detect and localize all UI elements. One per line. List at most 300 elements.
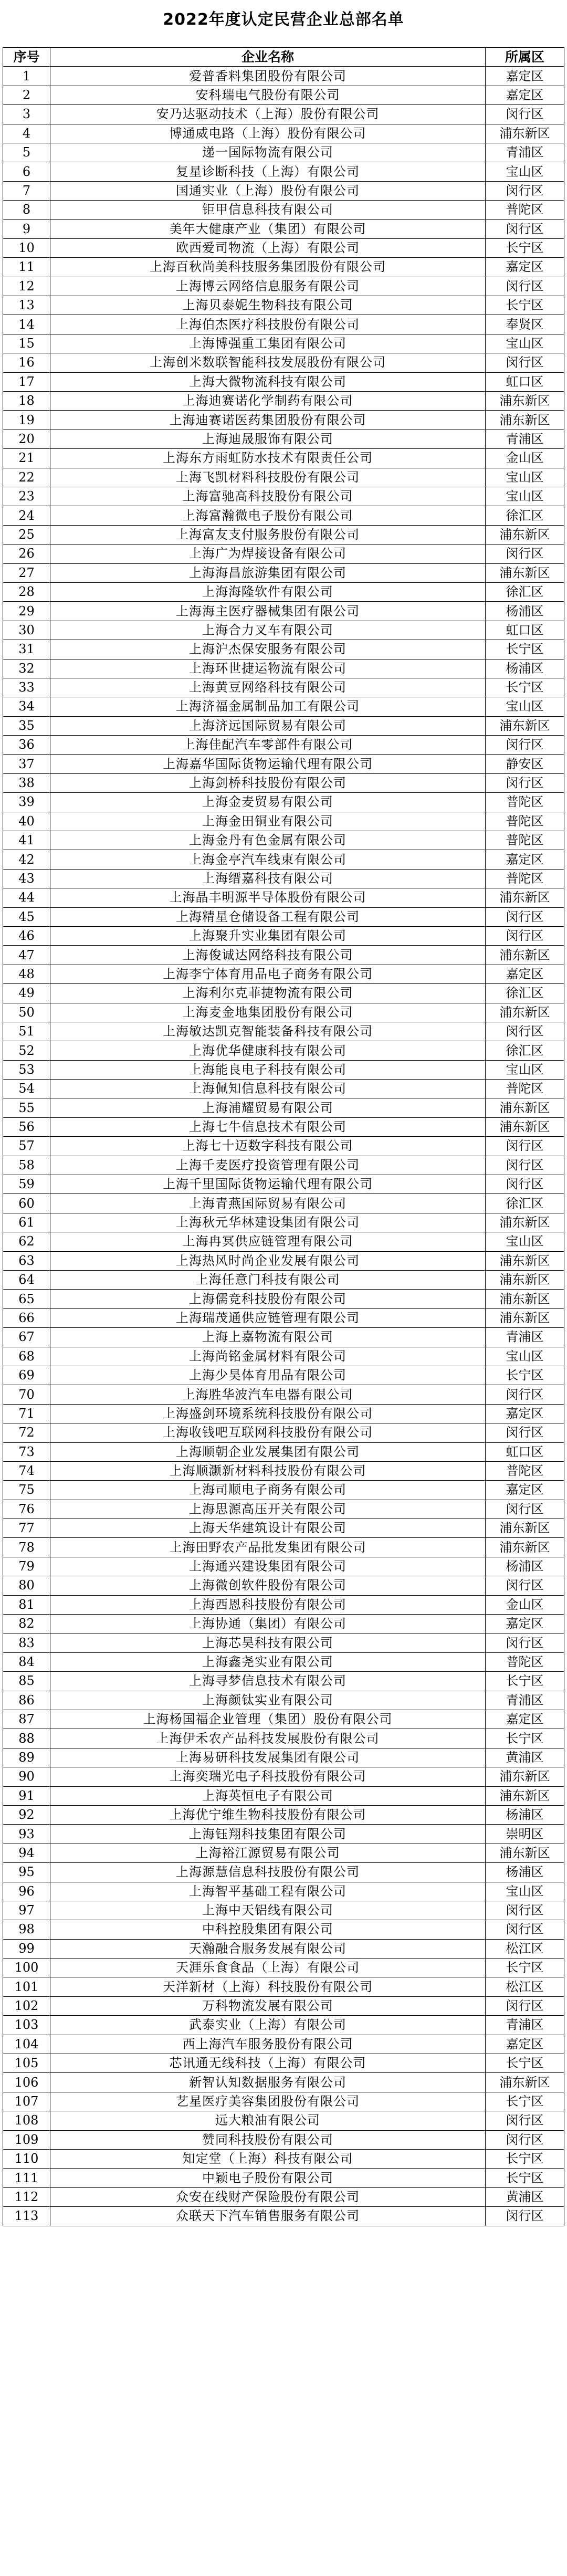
company-name-cell: 新智认知数据服务有限公司 bbox=[50, 2073, 486, 2092]
company-name-cell: 上海沪杰保安服务有限公司 bbox=[50, 640, 486, 659]
district-cell: 浦东新区 bbox=[486, 1767, 564, 1786]
company-name-cell: 上海嘉华国际货物运输代理有限公司 bbox=[50, 755, 486, 773]
company-name-cell: 上海千里国际货物运输代理有限公司 bbox=[50, 1175, 486, 1194]
serial-cell: 68 bbox=[3, 1347, 50, 1366]
serial-cell: 50 bbox=[3, 1003, 50, 1022]
table-row bbox=[3, 1156, 564, 1175]
company-name-cell: 爱普香料集团股份有限公司 bbox=[50, 67, 486, 86]
table-row bbox=[3, 2016, 564, 2035]
district-cell: 嘉定区 bbox=[486, 86, 564, 104]
serial-cell: 48 bbox=[3, 965, 50, 983]
table-row bbox=[3, 640, 564, 659]
serial-cell: 23 bbox=[3, 487, 50, 506]
serial-cell: 3 bbox=[3, 105, 50, 124]
table-row bbox=[3, 1461, 564, 1480]
serial-cell: 86 bbox=[3, 1691, 50, 1710]
company-name-cell: 上海西恩科技股份有限公司 bbox=[50, 1595, 486, 1614]
district-cell: 闵行区 bbox=[486, 1920, 564, 1939]
district-cell: 青浦区 bbox=[486, 2016, 564, 2035]
table-row bbox=[3, 181, 564, 200]
serial-cell: 73 bbox=[3, 1442, 50, 1461]
company-name-cell: 上海思源高压开关有限公司 bbox=[50, 1500, 486, 1519]
table-header-row bbox=[3, 48, 564, 67]
table-row bbox=[3, 831, 564, 850]
table-row bbox=[3, 2035, 564, 2054]
company-name-cell: 上海裕江源贸易有限公司 bbox=[50, 1844, 486, 1862]
serial-cell: 96 bbox=[3, 1882, 50, 1901]
serial-cell: 108 bbox=[3, 2111, 50, 2130]
serial-cell: 6 bbox=[3, 162, 50, 181]
company-name-cell: 上海通兴建设集团有限公司 bbox=[50, 1557, 486, 1576]
district-cell: 嘉定区 bbox=[486, 1615, 564, 1633]
header-company-name: 企业名称 bbox=[50, 48, 486, 67]
serial-cell: 58 bbox=[3, 1156, 50, 1175]
company-name-cell: 武泰实业（上海）有限公司 bbox=[50, 2016, 486, 2035]
serial-cell: 91 bbox=[3, 1786, 50, 1805]
company-name-cell: 上海颜钛实业有限公司 bbox=[50, 1691, 486, 1710]
company-name-cell: 中颖电子股份有限公司 bbox=[50, 2169, 486, 2187]
serial-cell: 80 bbox=[3, 1576, 50, 1595]
serial-cell: 72 bbox=[3, 1423, 50, 1442]
table-row bbox=[3, 124, 564, 143]
serial-cell: 35 bbox=[3, 716, 50, 735]
serial-cell: 53 bbox=[3, 1060, 50, 1079]
company-name-cell: 天洋新材（上海）科技股份有限公司 bbox=[50, 1977, 486, 1996]
district-cell: 徐汇区 bbox=[486, 1041, 564, 1060]
header-serial: 序号 bbox=[3, 48, 50, 67]
district-cell: 松江区 bbox=[486, 1939, 564, 1958]
district-cell: 嘉定区 bbox=[486, 258, 564, 277]
company-name-cell: 上海富友支付服务股份有限公司 bbox=[50, 525, 486, 544]
serial-cell: 110 bbox=[3, 2149, 50, 2168]
company-name-cell: 上海佩知信息科技有限公司 bbox=[50, 1080, 486, 1098]
serial-cell: 15 bbox=[3, 334, 50, 353]
district-cell: 闵行区 bbox=[486, 907, 564, 926]
serial-cell: 52 bbox=[3, 1041, 50, 1060]
company-name-cell: 上海少昊体育用品有限公司 bbox=[50, 1366, 486, 1385]
district-cell: 浦东新区 bbox=[486, 1519, 564, 1538]
district-cell: 闵行区 bbox=[486, 736, 564, 755]
district-cell: 浦东新区 bbox=[486, 563, 564, 582]
district-cell: 宝山区 bbox=[486, 1232, 564, 1251]
serial-cell: 9 bbox=[3, 219, 50, 238]
district-cell: 浦东新区 bbox=[486, 1290, 564, 1308]
table-row bbox=[3, 258, 564, 277]
serial-cell: 41 bbox=[3, 831, 50, 850]
table-row bbox=[3, 1519, 564, 1538]
serial-cell: 56 bbox=[3, 1117, 50, 1136]
table-row bbox=[3, 1175, 564, 1194]
serial-cell: 20 bbox=[3, 430, 50, 448]
table-row bbox=[3, 1117, 564, 1136]
district-cell: 长宁区 bbox=[486, 678, 564, 697]
company-name-cell: 上海创米数联智能科技发展股份有限公司 bbox=[50, 353, 486, 372]
district-cell: 徐汇区 bbox=[486, 1194, 564, 1213]
district-cell: 宝山区 bbox=[486, 487, 564, 506]
table-row bbox=[3, 1595, 564, 1614]
table-row bbox=[3, 238, 564, 257]
table-row bbox=[3, 563, 564, 582]
district-cell: 长宁区 bbox=[486, 1729, 564, 1748]
table-row bbox=[3, 678, 564, 697]
company-name-cell: 上海贝泰妮生物科技有限公司 bbox=[50, 296, 486, 315]
district-cell: 浦东新区 bbox=[486, 946, 564, 965]
serial-cell: 28 bbox=[3, 582, 50, 601]
table-row bbox=[3, 1710, 564, 1729]
company-name-cell: 递一国际物流有限公司 bbox=[50, 143, 486, 162]
serial-cell: 97 bbox=[3, 1901, 50, 1920]
district-cell: 宝山区 bbox=[486, 1060, 564, 1079]
table-row bbox=[3, 430, 564, 448]
table-row bbox=[3, 1232, 564, 1251]
serial-cell: 36 bbox=[3, 736, 50, 755]
district-cell: 闵行区 bbox=[486, 219, 564, 238]
company-name-cell: 上海富瀚微电子股份有限公司 bbox=[50, 506, 486, 525]
district-cell: 普陀区 bbox=[486, 1080, 564, 1098]
table-row bbox=[3, 1729, 564, 1748]
company-name-cell: 上海尚铭金属材料有限公司 bbox=[50, 1347, 486, 1366]
table-row bbox=[3, 449, 564, 468]
district-cell: 闵行区 bbox=[486, 1576, 564, 1595]
company-name-cell: 上海智平基础工程有限公司 bbox=[50, 1882, 486, 1901]
table-row bbox=[3, 850, 564, 869]
district-cell: 浦东新区 bbox=[486, 1213, 564, 1232]
table-row bbox=[3, 1022, 564, 1041]
company-name-cell: 上海中天铝线有限公司 bbox=[50, 1901, 486, 1920]
serial-cell: 105 bbox=[3, 2054, 50, 2073]
serial-cell: 38 bbox=[3, 773, 50, 792]
district-cell: 嘉定区 bbox=[486, 1481, 564, 1500]
company-name-cell: 上海胜华波汽车电器有限公司 bbox=[50, 1385, 486, 1404]
serial-cell: 25 bbox=[3, 525, 50, 544]
table-row bbox=[3, 1290, 564, 1308]
company-name-cell: 上海济福金属制品加工有限公司 bbox=[50, 697, 486, 716]
company-name-cell: 上海博强重工集团有限公司 bbox=[50, 334, 486, 353]
serial-cell: 82 bbox=[3, 1615, 50, 1633]
district-cell: 虹口区 bbox=[486, 1442, 564, 1461]
company-name-cell: 上海任意门科技有限公司 bbox=[50, 1271, 486, 1290]
table-row bbox=[3, 1882, 564, 1901]
serial-cell: 57 bbox=[3, 1137, 50, 1156]
company-name-cell: 上海顺灏新材料科技股份有限公司 bbox=[50, 1461, 486, 1480]
company-name-cell: 上海晶丰明源半导体股份有限公司 bbox=[50, 888, 486, 907]
table-row bbox=[3, 1615, 564, 1633]
serial-cell: 43 bbox=[3, 869, 50, 888]
district-cell: 浦东新区 bbox=[486, 1786, 564, 1805]
serial-cell: 59 bbox=[3, 1175, 50, 1194]
company-name-cell: 上海俊诚达网络科技有限公司 bbox=[50, 946, 486, 965]
company-name-cell: 上海海昌旅游集团有限公司 bbox=[50, 563, 486, 582]
serial-cell: 69 bbox=[3, 1366, 50, 1385]
district-cell: 青浦区 bbox=[486, 1691, 564, 1710]
table-row bbox=[3, 1098, 564, 1117]
serial-cell: 8 bbox=[3, 201, 50, 219]
serial-cell: 65 bbox=[3, 1290, 50, 1308]
district-cell: 徐汇区 bbox=[486, 506, 564, 525]
serial-cell: 79 bbox=[3, 1557, 50, 1576]
district-cell: 宝山区 bbox=[486, 1882, 564, 1901]
company-name-cell: 上海顺朝企业发展集团有限公司 bbox=[50, 1442, 486, 1461]
company-name-cell: 上海金亭汽车线束有限公司 bbox=[50, 850, 486, 869]
serial-cell: 12 bbox=[3, 277, 50, 296]
district-cell: 浦东新区 bbox=[486, 124, 564, 143]
serial-cell: 78 bbox=[3, 1538, 50, 1557]
serial-cell: 98 bbox=[3, 1920, 50, 1939]
serial-cell: 64 bbox=[3, 1271, 50, 1290]
company-name-cell: 上海金麦贸易有限公司 bbox=[50, 793, 486, 812]
district-cell: 普陀区 bbox=[486, 1461, 564, 1480]
serial-cell: 42 bbox=[3, 850, 50, 869]
table-row bbox=[3, 659, 564, 678]
table-row bbox=[3, 1194, 564, 1213]
table-row bbox=[3, 2149, 564, 2168]
table-row bbox=[3, 1748, 564, 1767]
serial-cell: 90 bbox=[3, 1767, 50, 1786]
serial-cell: 76 bbox=[3, 1500, 50, 1519]
table-row bbox=[3, 736, 564, 755]
document-title: 2022年度认定民营企业总部名单 bbox=[163, 11, 404, 29]
header-district: 所属区 bbox=[486, 48, 564, 67]
table-row bbox=[3, 984, 564, 1003]
company-name-cell: 上海东方雨虹防水技术有限责任公司 bbox=[50, 449, 486, 468]
table-row bbox=[3, 1385, 564, 1404]
district-cell: 奉贤区 bbox=[486, 315, 564, 334]
company-name-cell: 上海收钱吧互联网科技股份有限公司 bbox=[50, 1423, 486, 1442]
district-cell: 浦东新区 bbox=[486, 1844, 564, 1862]
company-name-cell: 上海协通（集团）有限公司 bbox=[50, 1615, 486, 1633]
serial-cell: 81 bbox=[3, 1595, 50, 1614]
serial-cell: 102 bbox=[3, 1996, 50, 2015]
company-name-cell: 上海迪赛诺化学制药有限公司 bbox=[50, 392, 486, 411]
serial-cell: 49 bbox=[3, 984, 50, 1003]
district-cell: 闵行区 bbox=[486, 773, 564, 792]
serial-cell: 75 bbox=[3, 1481, 50, 1500]
serial-cell: 4 bbox=[3, 124, 50, 143]
district-cell: 闵行区 bbox=[486, 544, 564, 563]
serial-cell: 2 bbox=[3, 86, 50, 104]
serial-cell: 95 bbox=[3, 1863, 50, 1882]
table-row bbox=[3, 1652, 564, 1671]
district-cell: 虹口区 bbox=[486, 621, 564, 640]
table-row bbox=[3, 1481, 564, 1500]
serial-cell: 77 bbox=[3, 1519, 50, 1538]
serial-cell: 29 bbox=[3, 602, 50, 621]
table-row bbox=[3, 1939, 564, 1958]
serial-cell: 1 bbox=[3, 67, 50, 86]
company-name-cell: 上海迪晟服饰有限公司 bbox=[50, 430, 486, 448]
company-name-cell: 上海李宁体育用品电子商务有限公司 bbox=[50, 965, 486, 983]
table-row bbox=[3, 411, 564, 430]
table-row bbox=[3, 1500, 564, 1519]
table-row bbox=[3, 353, 564, 372]
district-cell: 浦东新区 bbox=[486, 1117, 564, 1136]
serial-cell: 54 bbox=[3, 1080, 50, 1098]
serial-cell: 61 bbox=[3, 1213, 50, 1232]
table-row bbox=[3, 544, 564, 563]
company-name-cell: 美年大健康产业（集团）有限公司 bbox=[50, 219, 486, 238]
company-name-cell: 赞同科技股份有限公司 bbox=[50, 2130, 486, 2149]
company-name-cell: 上海博云网络信息服务有限公司 bbox=[50, 277, 486, 296]
company-name-cell: 远大粮油有限公司 bbox=[50, 2111, 486, 2130]
district-cell: 嘉定区 bbox=[486, 965, 564, 983]
company-name-cell: 上海源慧信息科技股份有限公司 bbox=[50, 1863, 486, 1882]
company-name-cell: 上海敏达凯克智能装备科技有限公司 bbox=[50, 1022, 486, 1041]
district-cell: 长宁区 bbox=[486, 2149, 564, 2168]
table-row bbox=[3, 621, 564, 640]
district-cell: 嘉定区 bbox=[486, 1404, 564, 1423]
serial-cell: 34 bbox=[3, 697, 50, 716]
district-cell: 闵行区 bbox=[486, 1500, 564, 1519]
table-row bbox=[3, 582, 564, 601]
district-cell: 闵行区 bbox=[486, 1996, 564, 2015]
district-cell: 金山区 bbox=[486, 449, 564, 468]
serial-cell: 94 bbox=[3, 1844, 50, 1862]
district-cell: 浦东新区 bbox=[486, 1538, 564, 1557]
company-name-cell: 知定堂（上海）科技有限公司 bbox=[50, 2149, 486, 2168]
company-name-cell: 上海千麦医疗投资管理有限公司 bbox=[50, 1156, 486, 1175]
company-name-cell: 上海浦耀贸易有限公司 bbox=[50, 1098, 486, 1117]
district-cell: 宝山区 bbox=[486, 1347, 564, 1366]
district-cell: 普陀区 bbox=[486, 201, 564, 219]
table-row bbox=[3, 1213, 564, 1232]
table-row bbox=[3, 487, 564, 506]
district-cell: 长宁区 bbox=[486, 296, 564, 315]
table-row bbox=[3, 1557, 564, 1576]
district-cell: 闵行区 bbox=[486, 2111, 564, 2130]
company-name-cell: 上海剑桥科技股份有限公司 bbox=[50, 773, 486, 792]
company-name-cell: 上海精星仓储设备工程有限公司 bbox=[50, 907, 486, 926]
district-cell: 宝山区 bbox=[486, 697, 564, 716]
district-cell: 长宁区 bbox=[486, 1366, 564, 1385]
serial-cell: 13 bbox=[3, 296, 50, 315]
table-row bbox=[3, 392, 564, 411]
company-name-cell: 上海秋元华林建设集团有限公司 bbox=[50, 1213, 486, 1232]
company-name-cell: 钜甲信息科技有限公司 bbox=[50, 201, 486, 219]
table-row bbox=[3, 105, 564, 124]
company-name-cell: 上海钰翔科技集团有限公司 bbox=[50, 1825, 486, 1844]
district-cell: 普陀区 bbox=[486, 1652, 564, 1671]
table-row bbox=[3, 1137, 564, 1156]
district-cell: 闵行区 bbox=[486, 926, 564, 945]
serial-cell: 22 bbox=[3, 468, 50, 487]
district-cell: 普陀区 bbox=[486, 831, 564, 850]
serial-cell: 88 bbox=[3, 1729, 50, 1748]
district-cell: 黄浦区 bbox=[486, 1748, 564, 1767]
district-cell: 青浦区 bbox=[486, 143, 564, 162]
district-cell: 徐汇区 bbox=[486, 984, 564, 1003]
district-cell: 闵行区 bbox=[486, 1175, 564, 1194]
serial-cell: 71 bbox=[3, 1404, 50, 1423]
table-row bbox=[3, 716, 564, 735]
serial-cell: 17 bbox=[3, 372, 50, 391]
company-name-cell: 上海七十迈数字科技有限公司 bbox=[50, 1137, 486, 1156]
table-row bbox=[3, 812, 564, 831]
company-name-cell: 上海天华建筑设计有限公司 bbox=[50, 1519, 486, 1538]
serial-cell: 14 bbox=[3, 315, 50, 334]
table-row bbox=[3, 793, 564, 812]
company-name-cell: 上海合力叉车有限公司 bbox=[50, 621, 486, 640]
serial-cell: 70 bbox=[3, 1385, 50, 1404]
table-row bbox=[3, 907, 564, 926]
serial-cell: 93 bbox=[3, 1825, 50, 1844]
serial-cell: 60 bbox=[3, 1194, 50, 1213]
district-cell: 虹口区 bbox=[486, 372, 564, 391]
serial-cell: 32 bbox=[3, 659, 50, 678]
serial-cell: 37 bbox=[3, 755, 50, 773]
table-row bbox=[3, 1977, 564, 1996]
table-row bbox=[3, 2054, 564, 2073]
company-name-cell: 上海能良电子科技有限公司 bbox=[50, 1060, 486, 1079]
serial-cell: 85 bbox=[3, 1672, 50, 1691]
table-row bbox=[3, 67, 564, 86]
table-row bbox=[3, 1959, 564, 1977]
table-row bbox=[3, 1672, 564, 1691]
serial-cell: 101 bbox=[3, 1977, 50, 1996]
table-row bbox=[3, 1538, 564, 1557]
district-cell: 宝山区 bbox=[486, 468, 564, 487]
company-name-cell: 众安在线财产保险股份有限公司 bbox=[50, 2187, 486, 2206]
table-row bbox=[3, 1423, 564, 1442]
district-cell: 徐汇区 bbox=[486, 582, 564, 601]
table-row bbox=[3, 888, 564, 907]
company-name-cell: 天瀚融合服务发展有限公司 bbox=[50, 1939, 486, 1958]
company-name-cell: 上海上嘉物流有限公司 bbox=[50, 1328, 486, 1347]
company-name-cell: 上海济远国际贸易有限公司 bbox=[50, 716, 486, 735]
table-row bbox=[3, 1080, 564, 1098]
company-name-cell: 国通实业（上海）股份有限公司 bbox=[50, 181, 486, 200]
serial-cell: 39 bbox=[3, 793, 50, 812]
serial-cell: 107 bbox=[3, 2092, 50, 2111]
district-cell: 嘉定区 bbox=[486, 850, 564, 869]
serial-cell: 31 bbox=[3, 640, 50, 659]
table-row bbox=[3, 1041, 564, 1060]
serial-cell: 99 bbox=[3, 1939, 50, 1958]
table-row bbox=[3, 1863, 564, 1882]
company-name-cell: 上海寻梦信息技术有限公司 bbox=[50, 1672, 486, 1691]
company-name-cell: 上海鑫尧实业有限公司 bbox=[50, 1652, 486, 1671]
serial-cell: 55 bbox=[3, 1098, 50, 1117]
district-cell: 浦东新区 bbox=[486, 392, 564, 411]
serial-cell: 89 bbox=[3, 1748, 50, 1767]
table-row bbox=[3, 1328, 564, 1347]
table-row bbox=[3, 143, 564, 162]
company-name-cell: 上海儒竞科技股份有限公司 bbox=[50, 1290, 486, 1308]
company-name-cell: 上海七牛信息技术有限公司 bbox=[50, 1117, 486, 1136]
company-name-cell: 上海芯昊科技有限公司 bbox=[50, 1633, 486, 1652]
district-cell: 杨浦区 bbox=[486, 1863, 564, 1882]
district-cell: 杨浦区 bbox=[486, 659, 564, 678]
serial-cell: 18 bbox=[3, 392, 50, 411]
district-cell: 浦东新区 bbox=[486, 2073, 564, 2092]
district-cell: 杨浦区 bbox=[486, 1805, 564, 1824]
district-cell: 普陀区 bbox=[486, 812, 564, 831]
company-name-cell: 上海海主医疗器械集团有限公司 bbox=[50, 602, 486, 621]
company-name-cell: 众联天下汽车销售服务有限公司 bbox=[50, 2207, 486, 2226]
table-row bbox=[3, 1786, 564, 1805]
district-cell: 闵行区 bbox=[486, 181, 564, 200]
company-name-cell: 上海大微物流科技有限公司 bbox=[50, 372, 486, 391]
company-name-cell: 中科控股集团有限公司 bbox=[50, 1920, 486, 1939]
district-cell: 长宁区 bbox=[486, 2092, 564, 2111]
table-row bbox=[3, 162, 564, 181]
table-row bbox=[3, 1308, 564, 1327]
district-cell: 崇明区 bbox=[486, 1825, 564, 1844]
company-name-cell: 艺星医疗美容集团股份有限公司 bbox=[50, 2092, 486, 2111]
district-cell: 嘉定区 bbox=[486, 1710, 564, 1729]
table-row bbox=[3, 1805, 564, 1824]
district-cell: 闵行区 bbox=[486, 1137, 564, 1156]
serial-cell: 40 bbox=[3, 812, 50, 831]
